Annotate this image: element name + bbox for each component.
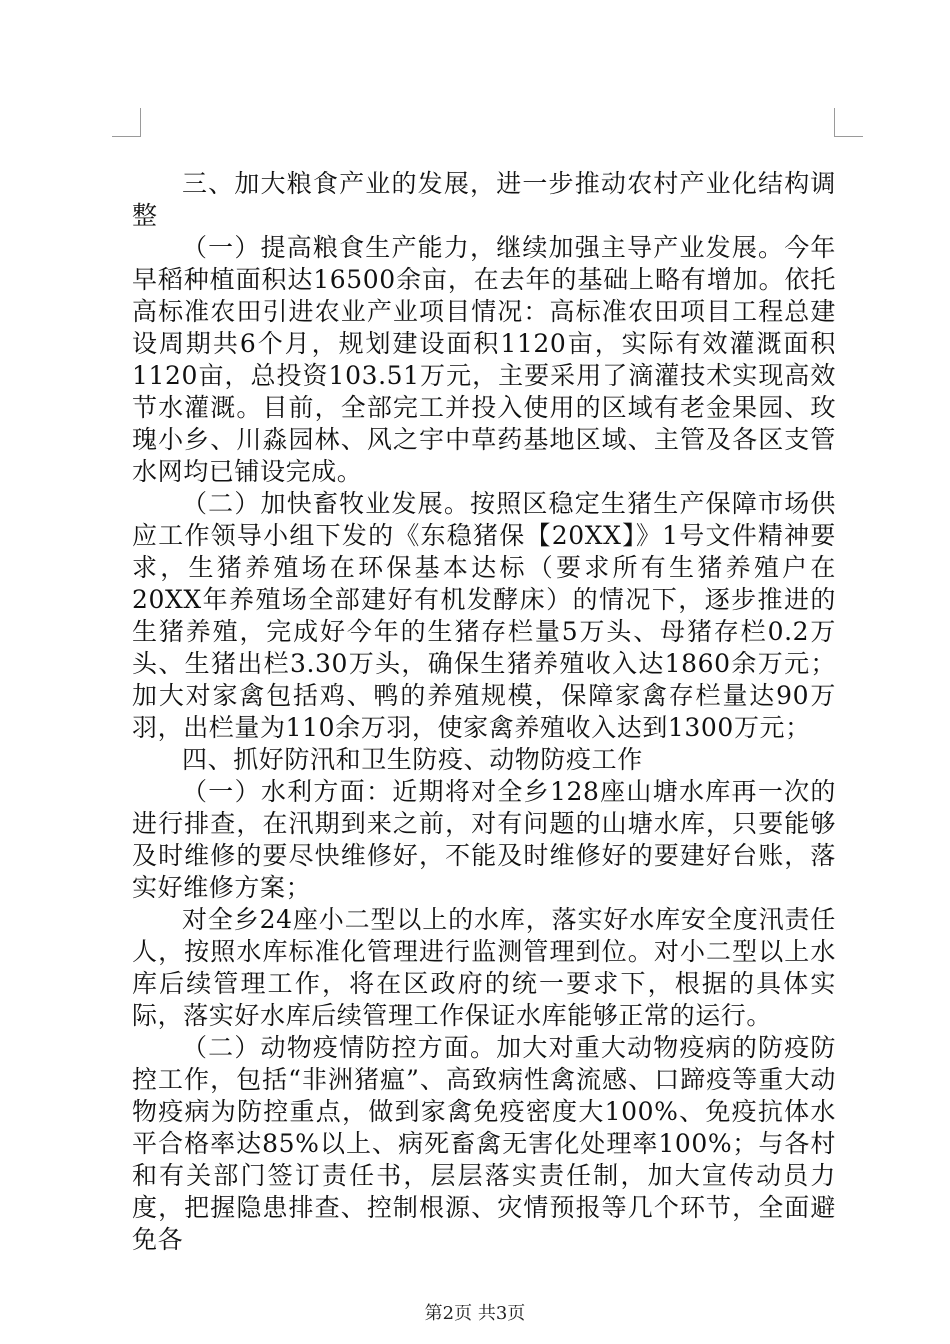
section-heading: 四、抓好防汛和卫生防疫、动物防疫工作 <box>182 745 643 774</box>
paragraph: 对全乡24座小二型以上的水库，落实好水库安全度汛责任人，按照水库标准化管理进行监测管理到位。对小二型以上水库后续管理工作，将在区政府的统一要求下，根据的具体实际，落实好水库后续管理工作保证水库能够正常的运行。 <box>132 905 836 1030</box>
crop-mark-top-left <box>112 108 141 137</box>
paragraph: （二）加快畜牧业发展。按照区稳定生猪生产保障市场供应工作领导小组下发的《东稳猪保【20XX】》1号文件精神要求，生猪养殖场在环保基本达标（要求所有生猪养殖户在20XX年养殖场全部建好有机发酵床）的情况下，逐步推进的生猪养殖，完成好今年的生猪存栏量5万头、母猪存栏0.2万头、生猪出栏3.30万头，确保生猪养殖收入达1860余万元；加大对家禽包括鸡、鸭的养殖规模，保障家禽存栏量达90万羽，出栏量为110余万羽，使家禽养殖收入达到1300万元； <box>132 489 836 742</box>
paragraph: （一）提高粮食生产能力，继续加强主导产业发展。今年早稻种植面积达16500余亩，在去年的基础上略有增加。依托高标准农田引进农业产业项目情况：高标准农田项目工程总建设周期共6个月，规划建设面积1120亩，实际有效灌溉面积1120亩，总投资103.51万元，主要采用了滴灌技术实现高效节水灌溉。目前，全部完工并投入使用的区域有老金果园、玫瑰小乡、川淼园林、风之宇中草药基地区域、主管及各区支管水网均已铺设完成。 <box>132 233 836 486</box>
paragraph: （一）水利方面：近期将对全乡128座山塘水库再一次的进行排查，在汛期到来之前，对有问题的山塘水库，只要能够及时维修的要尽快维修好，不能及时维修好的要建好台账，落实好维修方案； <box>132 777 836 902</box>
crop-mark-top-right <box>834 108 863 137</box>
section-heading: 三、加大粮食产业的发展，进一步推动农村产业化结构调整 <box>132 169 836 230</box>
document-body <box>132 168 836 1256</box>
paragraph: （二）动物疫情防控方面。加大对重大动物疫病的防疫防控工作，包括“非洲猪瘟”、高致病性禽流感、口蹄疫等重大动物疫病为防控重点，做到家禽免疫密度大100%、免疫抗体水平合格率达85%以上、病死畜禽无害化处理率100%；与各村和有关部门签订责任书，层层落实责任制，加大宣传动员力度，把握隐患排查、控制根源、灾情预报等几个环节，全面避免各 <box>132 1033 836 1254</box>
page-number: 第2页 共3页 <box>424 1303 526 1324</box>
